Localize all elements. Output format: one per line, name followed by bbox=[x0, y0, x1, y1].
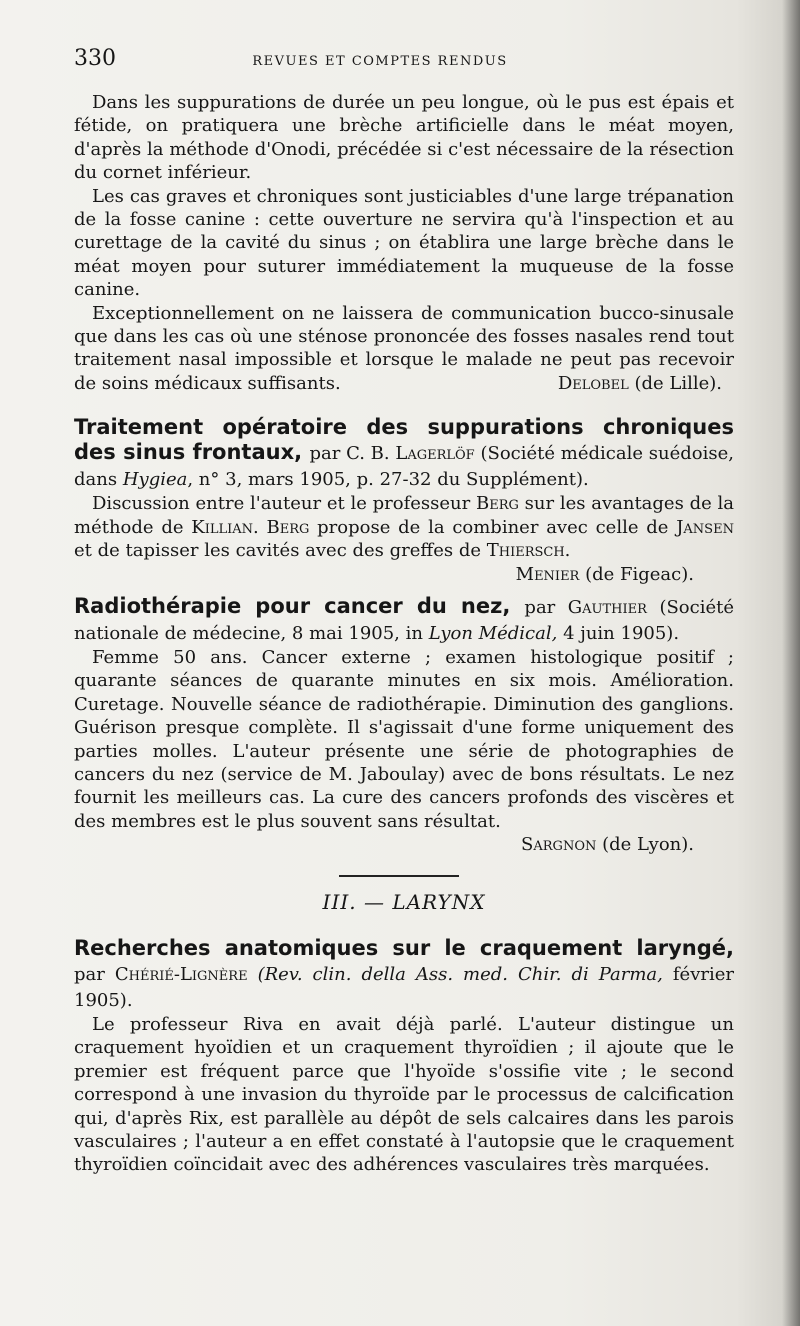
section-separator bbox=[339, 875, 459, 877]
article-3-source-end: février 1905). bbox=[74, 963, 734, 1011]
article-3-citation bbox=[74, 964, 734, 1011]
name-berg-2: Berg bbox=[266, 516, 310, 538]
intro-paragraph-3 bbox=[74, 302, 734, 396]
article-2-journal: Lyon Médical, bbox=[428, 622, 558, 644]
intro-paragraph-1: Dans les suppurations de durée un peu longue, où le pus est épais et fétide, on pratiquera une brèche artificielle dans le méat moyen, d'après la méthode d'Onodi, précédée si c'est nécessaire de la résection du cornet inférieur. bbox=[74, 92, 734, 184]
article-1-body bbox=[74, 492, 734, 562]
page-number: 330 bbox=[74, 46, 116, 71]
article-1-body-d: et de tapisser les cavités avec des greffes de bbox=[74, 540, 481, 562]
article-2-source: (Société nationale de médecine, 8 mai 1905, in bbox=[74, 596, 735, 644]
name-thiersch: Thiersch. bbox=[486, 540, 571, 562]
name-killian: Killian. bbox=[191, 516, 259, 538]
article-1-source: (Société médicale suédoise, dans bbox=[74, 443, 734, 491]
signature-name: Sargnon bbox=[521, 834, 597, 856]
article-1-author: Lagerlöf bbox=[395, 443, 475, 465]
article-2-body: Femme 50 ans. Cancer externe ; examen histologique positif ; quarante séances de quarante minutes en six mois. Amélioration. Curetage. Nouvelle séance de radiothérapie. Diminution des ganglions. Guérison presque complète. Il s'agissait d'une forme uniquement des parties molles. L'auteur présente une série de photographies de cancers du nez (service de M. Jaboulay) avec de bons résultats. Le nez fournit les meilleurs cas. La cure des cancers profonds des viscères et des membres est le plus souvent sans résultat. bbox=[74, 646, 734, 832]
page-body bbox=[74, 91, 734, 1177]
article-1-body-b: sur les avantages de la méthode de bbox=[74, 493, 734, 538]
article-1-heading bbox=[74, 415, 734, 492]
signature-place: (de Lille). bbox=[634, 372, 722, 394]
name-berg: Berg bbox=[476, 493, 519, 515]
article-3-title: Recherches anatomiques sur le craquement laryngé, bbox=[74, 935, 734, 960]
running-head: REVUES ET COMPTES RENDUS bbox=[252, 54, 508, 69]
intro-paragraph-2: Les cas graves et chroniques sont justiciables d'une large trépanation de la fosse canine : cette ouverture ne servira qu'à l'inspection et au curettage de la cavité du sinus ; on établira une large brèche dans le méat moyen pour suturer immédiatement la muqueuse de la fosse canine. bbox=[74, 185, 734, 301]
article-3-by: par bbox=[74, 963, 105, 985]
signature-delobel bbox=[540, 372, 722, 395]
signature-name: Menier bbox=[515, 563, 580, 585]
article-3-journal: (Rev. clin. della Ass. med. Chir. di Parma, bbox=[257, 963, 663, 985]
article-2-title: Radiothérapie pour cancer du nez, bbox=[74, 593, 511, 618]
signature-sargnon bbox=[74, 833, 694, 856]
article-1-journal: Hygiea bbox=[122, 469, 188, 491]
signature-menier bbox=[74, 563, 694, 586]
article-2-by: par bbox=[524, 596, 556, 618]
article-1-body-a: Discussion entre l'auteur et le professeur bbox=[92, 493, 471, 515]
article-3-author: Chérié-Lignère bbox=[114, 963, 248, 985]
signature-place: (de Figeac). bbox=[585, 563, 694, 585]
article-2-source-end: 4 juin 1905). bbox=[563, 622, 680, 644]
article-1-title: Traitement opératoire des suppurations chroniques des sinus frontaux, bbox=[74, 415, 734, 465]
name-jansen: Jansen bbox=[676, 516, 734, 538]
signature-name: Delobel bbox=[557, 372, 629, 394]
article-3-body: Le professeur Riva en avait déjà parlé. L'auteur distingue un craquement hyoïdien et un craquement thyroïdien ; il ajoute que le premier est fréquent parce que l'hyoïde s'ossifie vite ; le second correspond à une invasion du thyroïde par le processus de calcification qui, d'après Rix, est parallèle au dépôt de sels calcaires dans les parois vasculaires ; l'auteur a en effet constaté à l'autopsie que le craquement thyroïdien coïncidait avec des adhérences vasculaires très marquées. bbox=[74, 1013, 734, 1176]
page-edge-shadow bbox=[782, 0, 800, 1326]
article-1-by: par C. B. bbox=[309, 443, 390, 465]
article-1-source-end: , n° 3, mars 1905, p. 27-32 du Supplément). bbox=[187, 469, 589, 491]
article-3-heading bbox=[74, 936, 734, 1013]
article-2-heading bbox=[74, 594, 734, 646]
intro-paragraph-3-text: Exceptionnellement on ne laissera de communication bucco-sinusale que dans les cas où une sténose prononcée des fosses nasales rend tout traitement nasal impossible et lorsque le malade ne peut pas recevoir de soins médicaux suffisants. bbox=[74, 302, 734, 394]
page-header bbox=[74, 46, 734, 71]
signature-place: (de Lyon). bbox=[602, 834, 694, 856]
article-2-author: Gauthier bbox=[567, 596, 647, 618]
article-1-body-c: propose de la combiner avec celle de bbox=[317, 516, 669, 538]
section-heading-larynx: III. — LARYNX bbox=[322, 889, 486, 914]
